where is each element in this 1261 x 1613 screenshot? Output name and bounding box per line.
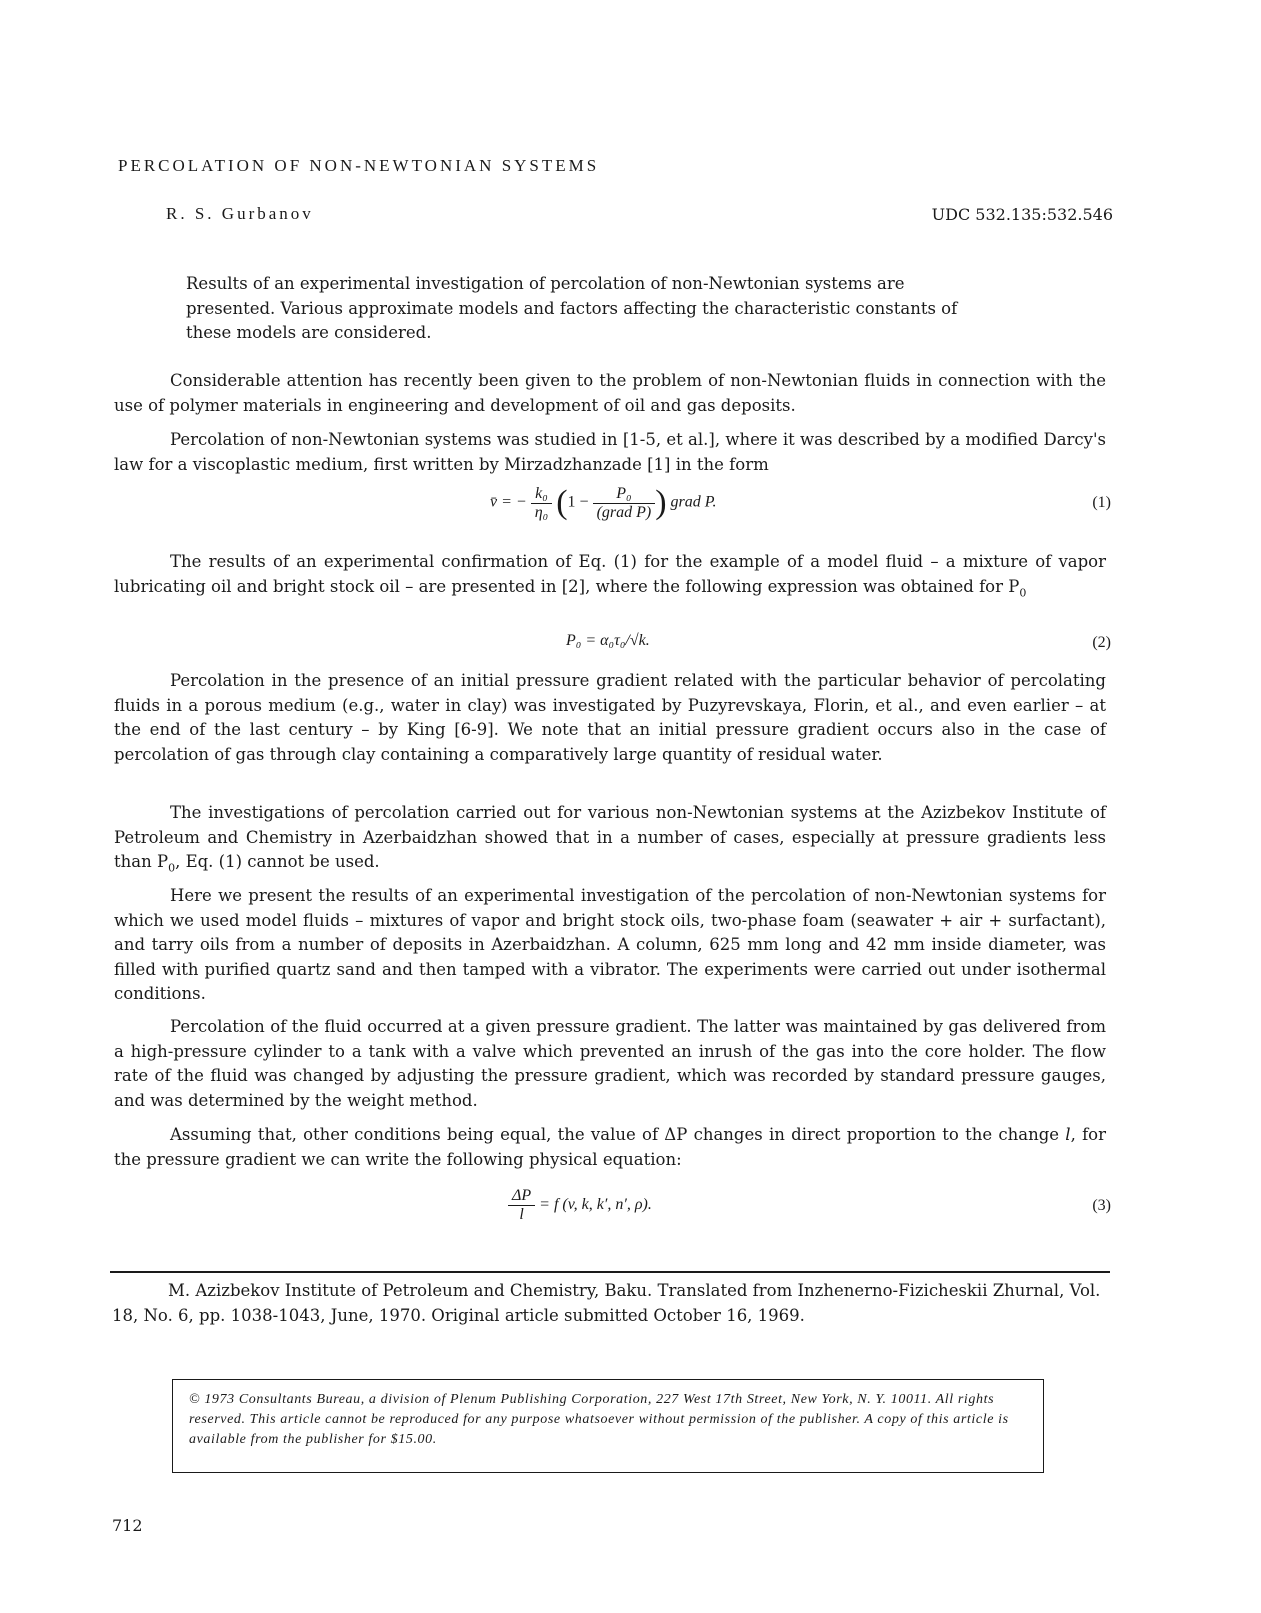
paragraph-text xyxy=(114,801,1106,881)
page-number: 712 xyxy=(112,1516,143,1535)
paragraph-6 xyxy=(114,884,1106,1007)
paragraph-text-main: The results of an experimental confirmation of Eq. (1) for the example of a model fluid – a mixture of vapor lubricating oil and bright stock oil – are presented in [2], where the following expression was obtained for P xyxy=(114,552,1106,596)
paragraph-4 xyxy=(114,669,1106,767)
affiliation-footnote: M. Azizbekov Institute of Petroleum and Chemistry, Baku. Translated from Inzhenerno-Fizicheskii Zhurnal, Vol. 18, No. 6, pp. 1038-1043, June, 1970. Original article submitted October 16, 1969. xyxy=(112,1281,1101,1325)
eq1-one-minus: 1 − xyxy=(567,493,589,511)
equation-2-number: (2) xyxy=(1092,634,1111,651)
equation-2: P₀ = α₀τ₀/√k. xyxy=(566,632,650,649)
variable-l: l xyxy=(1065,1125,1071,1144)
paragraph-3 xyxy=(114,550,1106,605)
paragraph-text-main: Assuming that, other conditions being equal, the value of ΔP changes in direct proportion to the change xyxy=(170,1125,1066,1144)
paragraph-text: Here we present the results of an experimental investigation of the percolation of non-Newtonian systems for which we used model fluids – mixtures of vapor and bright stock oils, two-phase foam (seawater + air + surfactant), and tarry oils from a number of deposits in Azerbaidzhan. A column, 625 mm long and 42 mm inside diameter, was filled with purified quartz sand and then tamped with a vibrator. The experiments were carried out under isothermal conditions. xyxy=(114,886,1106,1003)
eq1-frac1-den: η₀ xyxy=(534,503,549,521)
paper-title: PERCOLATION OF NON-NEWTONIAN SYSTEMS xyxy=(118,156,600,175)
footnote-divider xyxy=(110,1271,1110,1273)
eq1-fraction-p0-gradp xyxy=(593,485,656,522)
equation-3-number: (3) xyxy=(1092,1197,1111,1214)
eq3-rhs: = f (v, k, k′, n′, ρ). xyxy=(539,1196,652,1214)
copyright-notice: © 1973 Consultants Bureau, a division of Plenum Publishing Corporation, 227 West 17th Street, New York, N. Y. 10011. All rights reserved. This article cannot be reproduced for any purpose whatsoever without permission of the publisher. A copy of this article is available from the publisher for $15.00. xyxy=(172,1379,1044,1473)
author-name: R. S. Gurbanov xyxy=(166,204,314,223)
paragraph-text: Percolation of the fluid occurred at a given pressure gradient. The latter was maintained by gas delivered from a high-pressure cylinder to a tank with a valve which prevented an inrush of the gas into the core holder. The flow rate of the fluid was changed by adjusting the pressure gradient, which was recorded by standard pressure gauges, and was determined by the weight method. xyxy=(114,1017,1106,1110)
paragraph-text-end: , Eq. (1) cannot be used. xyxy=(175,852,380,871)
equation-1-number: (1) xyxy=(1092,494,1111,511)
eq1-rhs: grad P. xyxy=(670,493,717,511)
eq1-frac2-num: P₀ xyxy=(593,485,656,504)
paragraph-text: Percolation in the presence of an initial pressure gradient related with the particular behavior of percolating fluids in a porous medium (e.g., water in clay) was investigated by Puzyrevskaya, Florin, et al., and even earlier – at the end of the last century – by King [6-9]. We note that an initial pressure gradient occurs also in the case of percolation of gas through clay containing a comparatively large quantity of residual water. xyxy=(114,671,1106,764)
subscript: 0 xyxy=(1019,585,1027,599)
eq1-frac1-num: k₀ xyxy=(531,485,553,504)
right-paren: ) xyxy=(655,484,667,521)
eq3-frac-num: ΔP xyxy=(508,1187,535,1206)
paragraph-text: Considerable attention has recently been given to the problem of non-Newtonian fluids in connection with the use of polymer materials in engineering and development of oil and gas deposits. xyxy=(114,371,1106,415)
paragraph-text: Percolation of non-Newtonian systems was studied in [1-5, et al.], where it was described by a modified Darcy's law for a viscoplastic medium, first written by Mirzadzhanzade [1] in the form xyxy=(114,430,1106,474)
paragraph-2 xyxy=(114,428,1106,477)
paragraph-5 xyxy=(114,801,1106,881)
paragraph-text-main: The investigations of percolation carried out for various non-Newtonian systems at the Azizbekov Institute of Petroleum and Chemistry in Azerbaidzhan showed that in a number of cases, especially at pressure gradients less than P xyxy=(114,803,1106,871)
eq3-frac-den: l xyxy=(519,1206,524,1223)
paragraph-8 xyxy=(114,1123,1106,1172)
eq1-lhs: v̄ = − xyxy=(490,493,527,511)
abstract: Results of an experimental investigation of percolation of non-Newtonian systems are presented. Various approximate models and factors affecting the characteristic constants of these models are considered. xyxy=(186,274,958,342)
equation-1 xyxy=(490,484,716,522)
eq1-frac2-den: (grad P) xyxy=(596,503,652,521)
eq1-fraction-k0-eta0 xyxy=(531,485,553,522)
paragraph-text xyxy=(114,550,1106,605)
paragraph-7 xyxy=(114,1015,1106,1113)
paragraph-1 xyxy=(114,369,1106,418)
equation-3 xyxy=(508,1187,652,1224)
left-paren: ( xyxy=(556,484,568,521)
paragraph-text xyxy=(114,1123,1106,1172)
paragraph-text-end: , for the pressure gradient we can write the following physical equation: xyxy=(114,1125,1106,1169)
subscript: 0 xyxy=(168,861,176,875)
eq3-fraction xyxy=(508,1187,535,1224)
udc-code: UDC 532.135:532.546 xyxy=(931,205,1113,224)
